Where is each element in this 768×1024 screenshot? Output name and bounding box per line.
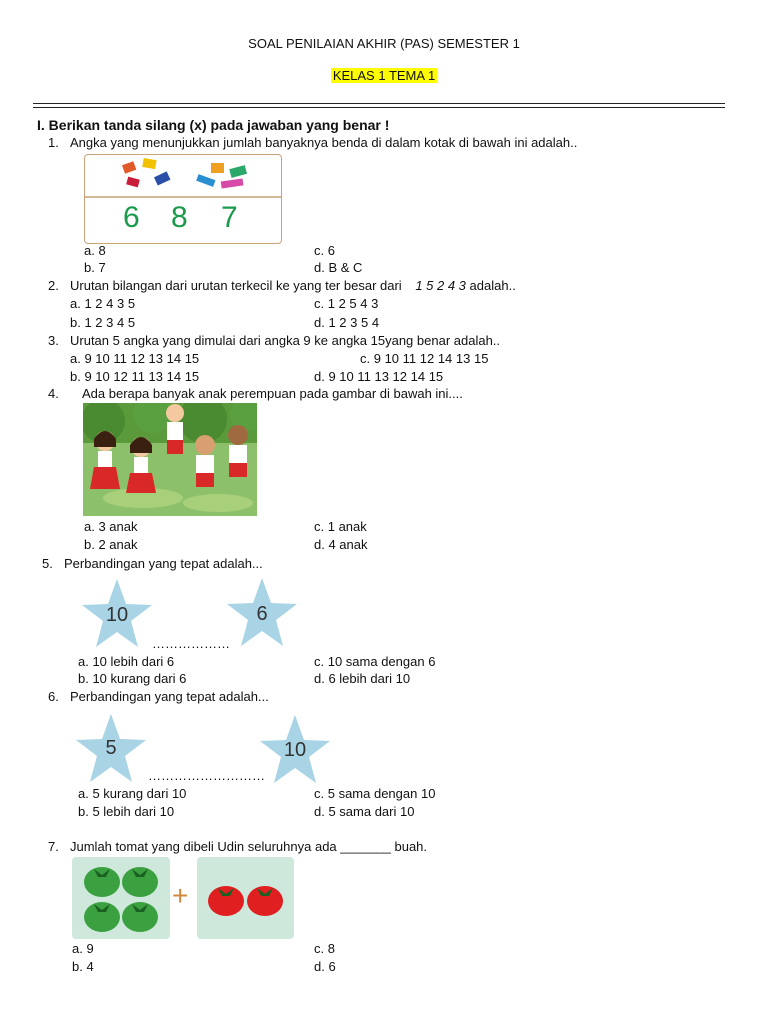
children-illustration [83, 403, 257, 516]
q2-text [70, 278, 516, 293]
q5-star-left-number: 10 [105, 604, 129, 626]
q6-star-right-number: 10 [283, 739, 307, 761]
q5-star-right-number: 6 [256, 603, 268, 625]
q4-option-c[interactable]: c. 1 anak [314, 519, 367, 534]
q6-option-d[interactable]: d. 5 sama dari 10 [314, 804, 415, 819]
red-tomatoes-box [197, 857, 294, 939]
q4-option-d[interactable]: d. 4 anak [314, 537, 368, 552]
class-theme-label: KELAS 1 TEMA 1 [332, 68, 436, 83]
q6-option-c[interactable]: c. 5 sama dengan 10 [314, 786, 436, 801]
q7-text: Jumlah tomat yang dibeli Udin seluruhnya ada _______ buah. [70, 839, 428, 854]
q3-text: Urutan 5 angka yang dimulai dari angka 9 ke angka 15yang benar adalah.. [70, 333, 501, 348]
q5-option-b[interactable]: b. 10 kurang dari 6 [78, 671, 187, 686]
green-tomato-icon [84, 902, 120, 932]
red-tomato-icon [208, 886, 244, 916]
red-tomato-icon [247, 886, 283, 916]
q1-number: 1. [48, 135, 59, 150]
q3-number: 3. [48, 333, 59, 348]
green-tomatoes-box [72, 857, 170, 939]
box-number-3: 7 [221, 201, 238, 234]
green-tomato-icon [122, 867, 158, 897]
q4-option-b[interactable]: b. 2 anak [84, 537, 138, 552]
q6-option-b[interactable]: b. 5 lebih dari 10 [78, 804, 175, 819]
q1-box [84, 154, 282, 244]
boy-1-icon [166, 404, 184, 454]
box-number-1: 6 [123, 201, 140, 234]
green-tomato-icon [122, 902, 158, 932]
header-divider-top [33, 103, 725, 104]
q4-number: 4. [48, 386, 59, 401]
q1-option-a[interactable]: a. 8 [84, 243, 106, 258]
q3-option-b[interactable]: b. 9 10 12 11 13 14 15 [70, 369, 200, 384]
q7-number: 7. [48, 839, 59, 854]
q7-option-c[interactable]: c. 8 [314, 941, 335, 956]
q5-answer-blank[interactable]: ……………… [152, 636, 230, 651]
box-number-2: 8 [171, 201, 188, 234]
q3-option-d[interactable]: d. 9 10 11 13 12 14 15 [314, 369, 444, 384]
q4-text: Ada berapa banyak anak perempuan pada gambar di bawah ini.... [82, 386, 463, 401]
q2-option-d[interactable]: d. 1 2 3 5 4 [314, 315, 380, 330]
page-subtitle [0, 68, 768, 83]
q1-option-d[interactable]: d. B & C [314, 260, 363, 275]
section-heading: I. Berikan tanda silang (x) pada jawaban yang benar ! [37, 117, 390, 133]
page-title: SOAL PENILAIAN AKHIR (PAS) SEMESTER 1 [248, 36, 520, 51]
q7-option-d[interactable]: d. 6 [314, 959, 336, 974]
q4-option-a[interactable]: a. 3 anak [84, 519, 138, 534]
q1-option-b[interactable]: b. 7 [84, 260, 106, 275]
q6-number: 6. [48, 689, 59, 704]
boy-3-icon [228, 425, 248, 477]
q5-option-c[interactable]: c. 10 sama dengan 6 [314, 654, 436, 669]
q5-number: 5. [42, 556, 53, 571]
q2-suffix: adalah.. [469, 278, 516, 293]
q6-star-left-number: 5 [105, 737, 117, 759]
header-divider-bottom [33, 107, 725, 108]
q2-option-a[interactable]: a. 1 2 4 3 5 [70, 296, 136, 311]
q3-option-c[interactable]: c. 9 10 11 12 14 13 15 [360, 351, 489, 366]
q5-text: Perbandingan yang tepat adalah... [64, 556, 263, 571]
green-tomato-icon [84, 867, 120, 897]
q7-option-a[interactable]: a. 9 [72, 941, 94, 956]
q2-sequence: 1 5 2 4 3 [415, 278, 466, 293]
q6-answer-blank[interactable]: ……………………… [148, 768, 265, 783]
q5-option-d[interactable]: d. 6 lebih dari 10 [314, 671, 411, 686]
q6-option-a[interactable]: a. 5 kurang dari 10 [78, 786, 187, 801]
boy-2-icon [195, 435, 215, 487]
q5-option-a[interactable]: a. 10 lebih dari 6 [78, 654, 175, 669]
plus-sign: + [172, 880, 189, 911]
q2-option-b[interactable]: b. 1 2 3 4 5 [70, 315, 136, 330]
q2-option-c[interactable]: c. 1 2 5 4 3 [314, 296, 379, 311]
q1-text: Angka yang menunjukkan jumlah banyaknya benda di dalam kotak di bawah ini adalah.. [70, 135, 578, 150]
q6-text: Perbandingan yang tepat adalah... [70, 689, 269, 704]
q2-question: Urutan bilangan dari urutan terkecil ke yang ter besar dari [70, 278, 402, 293]
q1-option-c[interactable]: c. 6 [314, 243, 335, 258]
q3-option-a[interactable]: a. 9 10 11 12 13 14 15 [70, 351, 200, 366]
q2-number: 2. [48, 278, 59, 293]
q7-option-b[interactable]: b. 4 [72, 959, 94, 974]
